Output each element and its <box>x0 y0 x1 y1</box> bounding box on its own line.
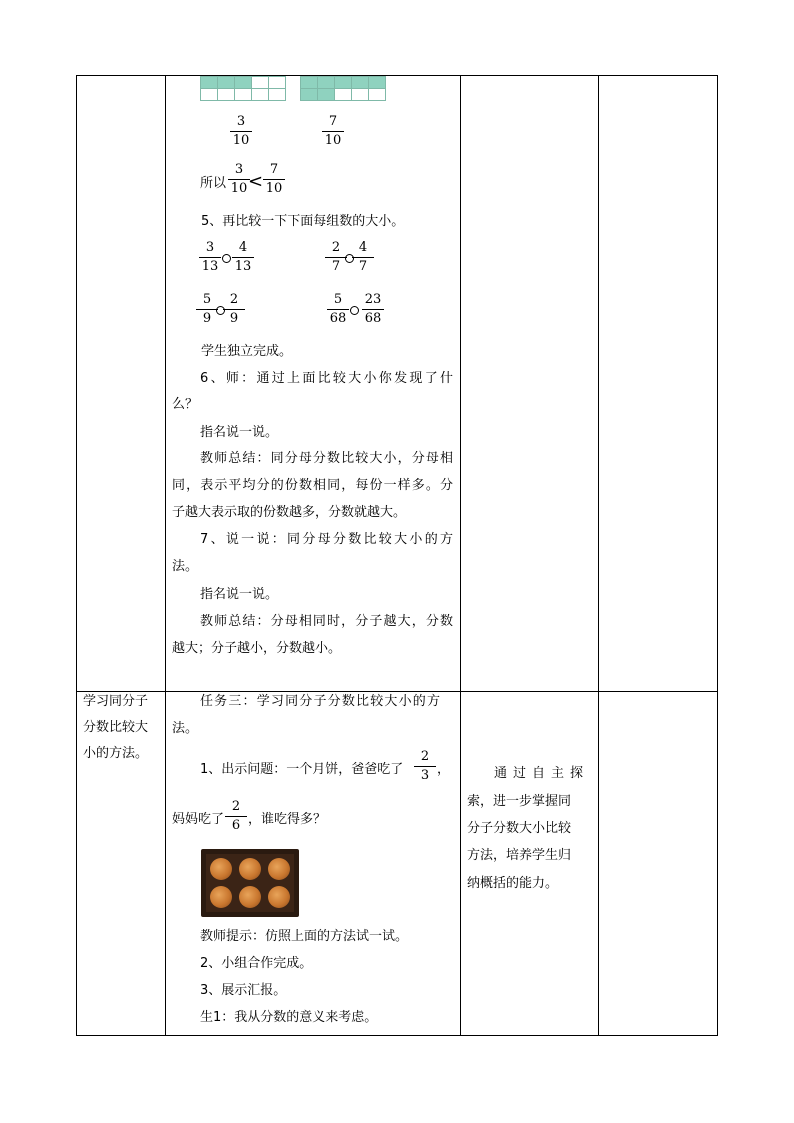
independent-text: 学生独立完成。 <box>201 344 293 359</box>
step-5-text: 5、再比较一下下面每组数的大小。 <box>201 214 405 229</box>
table-col-divider-1 <box>165 75 166 1036</box>
fraction-three-tenths: 3 10 <box>229 115 253 148</box>
topic-line-3: 小的方法。 <box>83 746 149 761</box>
step-6-line-2: 么？ <box>172 397 199 412</box>
task-3-line-2: 法。 <box>172 721 199 736</box>
task-3-line-1: 任务三：学习同分子分数比较大小的方 <box>200 694 440 709</box>
question-line-2-suffix: ，谁吃得多？ <box>248 812 327 827</box>
table-border-right <box>717 75 718 1036</box>
topic-line-2: 分数比较大 <box>83 720 149 735</box>
fraction-grid-three-tenths <box>200 76 286 101</box>
intent-line-1: 通过自主探 <box>494 766 590 781</box>
compare-circle <box>350 306 359 315</box>
pair2-fraction-a: 2 7 <box>324 241 348 274</box>
step-7-line-2: 法。 <box>172 559 199 574</box>
pair1-fraction-a: 3 13 <box>198 241 222 274</box>
table-col-divider-2 <box>460 75 461 1036</box>
name-say-text-1: 指名说一说。 <box>200 425 279 440</box>
step-7-line-1: 7、说一说：同分母分数比较大小的方 <box>200 532 453 547</box>
pair2-fraction-b: 4 7 <box>351 241 375 274</box>
summary-2-line-2: 越大；分子越小，分数越小。 <box>172 641 342 656</box>
step-2-text: 2、小组合作完成。 <box>200 956 313 971</box>
teacher-hint: 教师提示：仿照上面的方法试一试。 <box>200 929 409 944</box>
summary-1-line-1: 教师总结：同分母分数比较大小，分母相 <box>200 451 453 466</box>
table-border-bottom <box>76 1035 718 1036</box>
pair1-fraction-b: 4 13 <box>231 241 255 274</box>
summary-2-line-1: 教师总结：分母相同时，分子越大，分数 <box>200 614 453 629</box>
question-fraction-two-sixths: 2 6 <box>224 800 248 833</box>
summary-1-line-3: 子越大表示取的份数越多，分数就越大。 <box>172 505 407 520</box>
pair4-fraction-a: 5 68 <box>326 293 350 326</box>
question-line-1: 1、出示问题：一个月饼，爸爸吃了 <box>200 762 404 777</box>
table-row-divider <box>76 691 718 692</box>
less-than-sign: < <box>248 171 264 192</box>
conclusion-fraction-a: 3 10 <box>227 163 251 196</box>
compare-circle <box>222 254 231 263</box>
student-1-text: 生1：我从分数的意义来考虑。 <box>200 1010 378 1025</box>
conclusion-fraction-b: 7 10 <box>262 163 286 196</box>
intent-line-4: 方法，培养学生归 <box>467 848 572 863</box>
name-say-text-2: 指名说一说。 <box>200 587 279 602</box>
fraction-seven-tenths: 7 10 <box>321 115 345 148</box>
question-fraction-two-thirds: 2 3 <box>413 750 437 783</box>
topic-line-1: 学习同分子 <box>83 694 149 709</box>
intent-line-5: 纳概括的能力。 <box>467 876 559 891</box>
pair4-fraction-b: 23 68 <box>361 293 385 326</box>
table-border-top <box>76 75 718 76</box>
step-6-line-1: 6、师：通过上面比较大小你发现了什 <box>200 371 453 386</box>
question-comma: ， <box>437 762 451 777</box>
table-col-divider-3 <box>598 75 599 1036</box>
intent-line-2: 索，进一步掌握同 <box>467 794 572 809</box>
question-line-2-prefix: 妈妈吃了 <box>172 812 225 827</box>
pair3-fraction-a: 5 9 <box>195 293 219 326</box>
step-3-text: 3、展示汇报。 <box>200 983 287 998</box>
pair3-fraction-b: 2 9 <box>222 293 246 326</box>
mooncake-box-image <box>201 849 299 917</box>
table-border-left <box>76 75 77 1036</box>
intent-line-3: 分子分数大小比较 <box>467 821 572 836</box>
fraction-grid-seven-tenths <box>300 76 386 101</box>
summary-1-line-2: 同，表示平均分的份数相同，每份一样多。分 <box>172 478 453 493</box>
conclusion-prefix: 所以 <box>200 176 227 191</box>
